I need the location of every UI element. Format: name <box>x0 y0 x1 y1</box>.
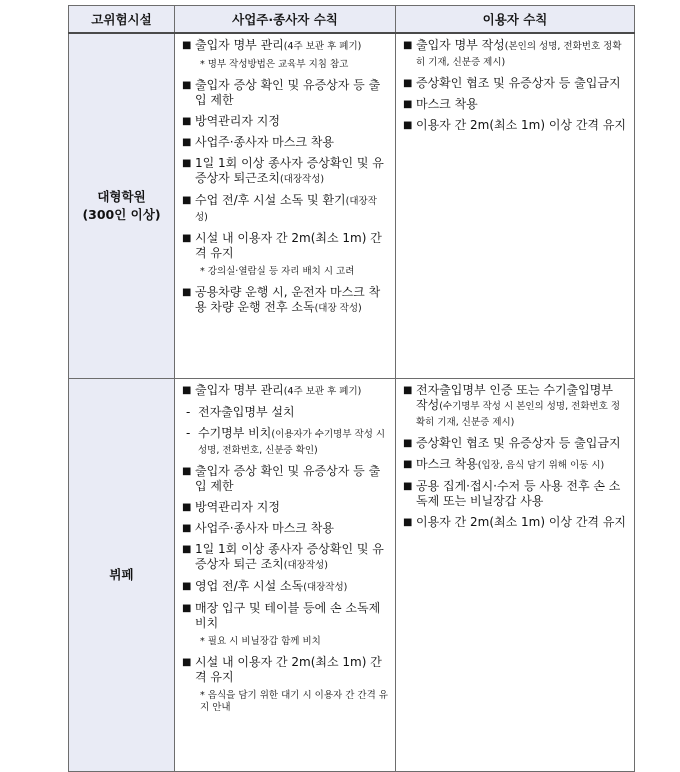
row-buffet <box>69 378 635 771</box>
note-item <box>190 690 389 714</box>
rule-text: 마스크 착용 <box>416 97 478 111</box>
facility-cell-buffet <box>69 378 175 771</box>
rule-item <box>403 479 628 509</box>
facility-capacity: (300인 이상) <box>82 206 161 222</box>
rule-note: (수기명부 작성 시 본인의 성명, 전화번호 정확히 기재, 신분증 제시) <box>416 400 621 428</box>
operator-rules-cell <box>175 33 396 378</box>
row-large-academy <box>69 33 635 378</box>
rule-item <box>182 521 389 536</box>
rule-text: 공용차량 운행 시, 운전자 마스크 착용 차량 운행 전후 소독 <box>195 285 381 314</box>
rule-note: (본인의 성명, 전화번호 정확히 기재, 신분증 제시) <box>416 41 622 68</box>
rule-note: (대장 작성) <box>314 303 362 314</box>
rule-item <box>182 193 389 225</box>
header-operator-rules: 사업주·종사자 수칙 <box>175 6 396 34</box>
rule-item <box>403 436 628 451</box>
rule-text: 전자출입명부 설치 <box>198 404 295 419</box>
rule-note: (입장, 음식 담기 위해 이동 시) <box>477 459 605 471</box>
user-rule-list <box>396 379 634 538</box>
rule-item <box>182 135 389 150</box>
rule-note: (대장작성) <box>195 196 377 223</box>
rule-text: 마스크 착용 <box>416 456 478 471</box>
rule-text: * 음식을 담기 위한 대기 시 이용자 간 간격 유지 안내 <box>200 689 388 713</box>
rule-text: 매장 입구 및 테이블 등에 손 소독제 비치 <box>195 600 381 630</box>
rule-text: 이용자 간 2m(최소 1m) 이상 간격 유지 <box>416 118 627 132</box>
rule-item <box>182 231 389 261</box>
rule-text: 출입자 증상 확인 및 유증상자 등 출입 제한 <box>195 78 381 107</box>
rule-note: (대장작성) <box>279 174 325 185</box>
rule-text: 사업주·종사자 마스크 착용 <box>195 520 334 535</box>
rule-text: 사업주·종사자 마스크 착용 <box>195 135 334 149</box>
sub-rule-item <box>184 426 389 458</box>
rule-item <box>182 78 389 108</box>
facility-name: 뷔페 <box>109 566 134 582</box>
rule-text: 출입자 증상 확인 및 유증상자 등 출입 제한 <box>195 463 381 493</box>
rule-note: (이용자가 수기명부 작성 시 성명, 전화번호, 신분증 확인) <box>198 428 386 456</box>
rule-item <box>403 457 628 473</box>
rule-note: (4주 보관 후 폐기) <box>283 41 362 52</box>
rule-item <box>182 579 389 595</box>
rule-note: (대장작성) <box>303 581 348 593</box>
user-rules-cell <box>396 378 635 771</box>
operator-rules-cell <box>175 378 396 771</box>
rule-text: 시설 내 이용자 간 2m(최소 1m) 간격 유지 <box>195 654 382 684</box>
rule-text: 방역관리자 지정 <box>195 114 280 128</box>
user-rules-cell <box>396 33 635 378</box>
operator-rule-list <box>175 379 395 723</box>
rule-item <box>182 38 389 54</box>
rule-text: 방역관리자 지정 <box>195 499 280 514</box>
rule-text: 증상확인 협조 및 유증상자 등 출입금지 <box>416 435 621 450</box>
rule-item <box>403 97 628 112</box>
facility-name: 대형학원 <box>97 188 146 204</box>
user-rule-list <box>396 34 634 141</box>
rule-text: 증상확인 협조 및 유증상자 등 출입금지 <box>416 76 621 90</box>
sub-rule-item <box>184 405 389 420</box>
rule-text: 시설 내 이용자 간 2m(최소 1m) 간격 유지 <box>195 231 382 260</box>
rule-item <box>182 383 389 399</box>
rule-text: 1일 1회 이상 종사자 증상확인 및 유증상자 퇴근 조치 <box>195 541 384 571</box>
rule-item <box>182 601 389 631</box>
rule-text: 수기명부 비치 <box>198 425 272 440</box>
rule-text: 전자출입명부 인증 또는 수기출입명부 작성 <box>416 382 613 412</box>
rule-note: (대장작성) <box>283 559 328 571</box>
rule-item <box>182 464 389 494</box>
rule-text: 수업 전/후 시설 소독 및 환기 <box>195 193 346 207</box>
rule-item <box>182 285 389 316</box>
rule-item <box>182 655 389 685</box>
rule-item <box>182 114 389 129</box>
rule-item <box>403 38 628 70</box>
header-facility: 고위험시설 <box>69 6 175 34</box>
rule-text: 출입자 명부 관리 <box>195 38 284 52</box>
operator-rule-list <box>175 34 395 324</box>
rule-item <box>403 383 628 430</box>
rule-text: * 필요 시 비닐장갑 함께 비치 <box>200 635 321 647</box>
rule-item <box>182 156 389 187</box>
note-item <box>190 636 389 648</box>
rule-note: (4주 보관 후 폐기) <box>283 385 362 397</box>
header-row <box>69 6 635 34</box>
rule-item <box>182 500 389 515</box>
rule-text: 출입자 명부 작성 <box>416 38 505 52</box>
rule-text: 영업 전/후 시설 소독 <box>195 578 304 593</box>
rule-text: 출입자 명부 관리 <box>195 382 284 397</box>
rules-table <box>68 5 635 772</box>
note-item <box>190 59 389 71</box>
rule-item <box>403 515 628 530</box>
rule-item <box>182 542 389 573</box>
facility-cell-large-academy <box>69 33 175 378</box>
rule-text: 1일 1회 이상 종사자 증상확인 및 유증상자 퇴근조치 <box>195 156 384 185</box>
rule-text: * 강의실·열람실 등 자리 배치 시 고려 <box>200 266 355 277</box>
header-user-rules: 이용자 수칙 <box>396 6 635 34</box>
note-item <box>190 266 389 278</box>
rule-item <box>403 118 628 133</box>
rule-text: * 명부 작성방법은 교육부 지침 참고 <box>200 59 349 70</box>
rule-text: 공용 집게·접시·수저 등 사용 전후 손 소독제 또는 비닐장갑 사용 <box>416 478 621 508</box>
rule-item <box>403 76 628 91</box>
rule-text: 이용자 간 2m(최소 1m) 이상 간격 유지 <box>416 514 627 529</box>
